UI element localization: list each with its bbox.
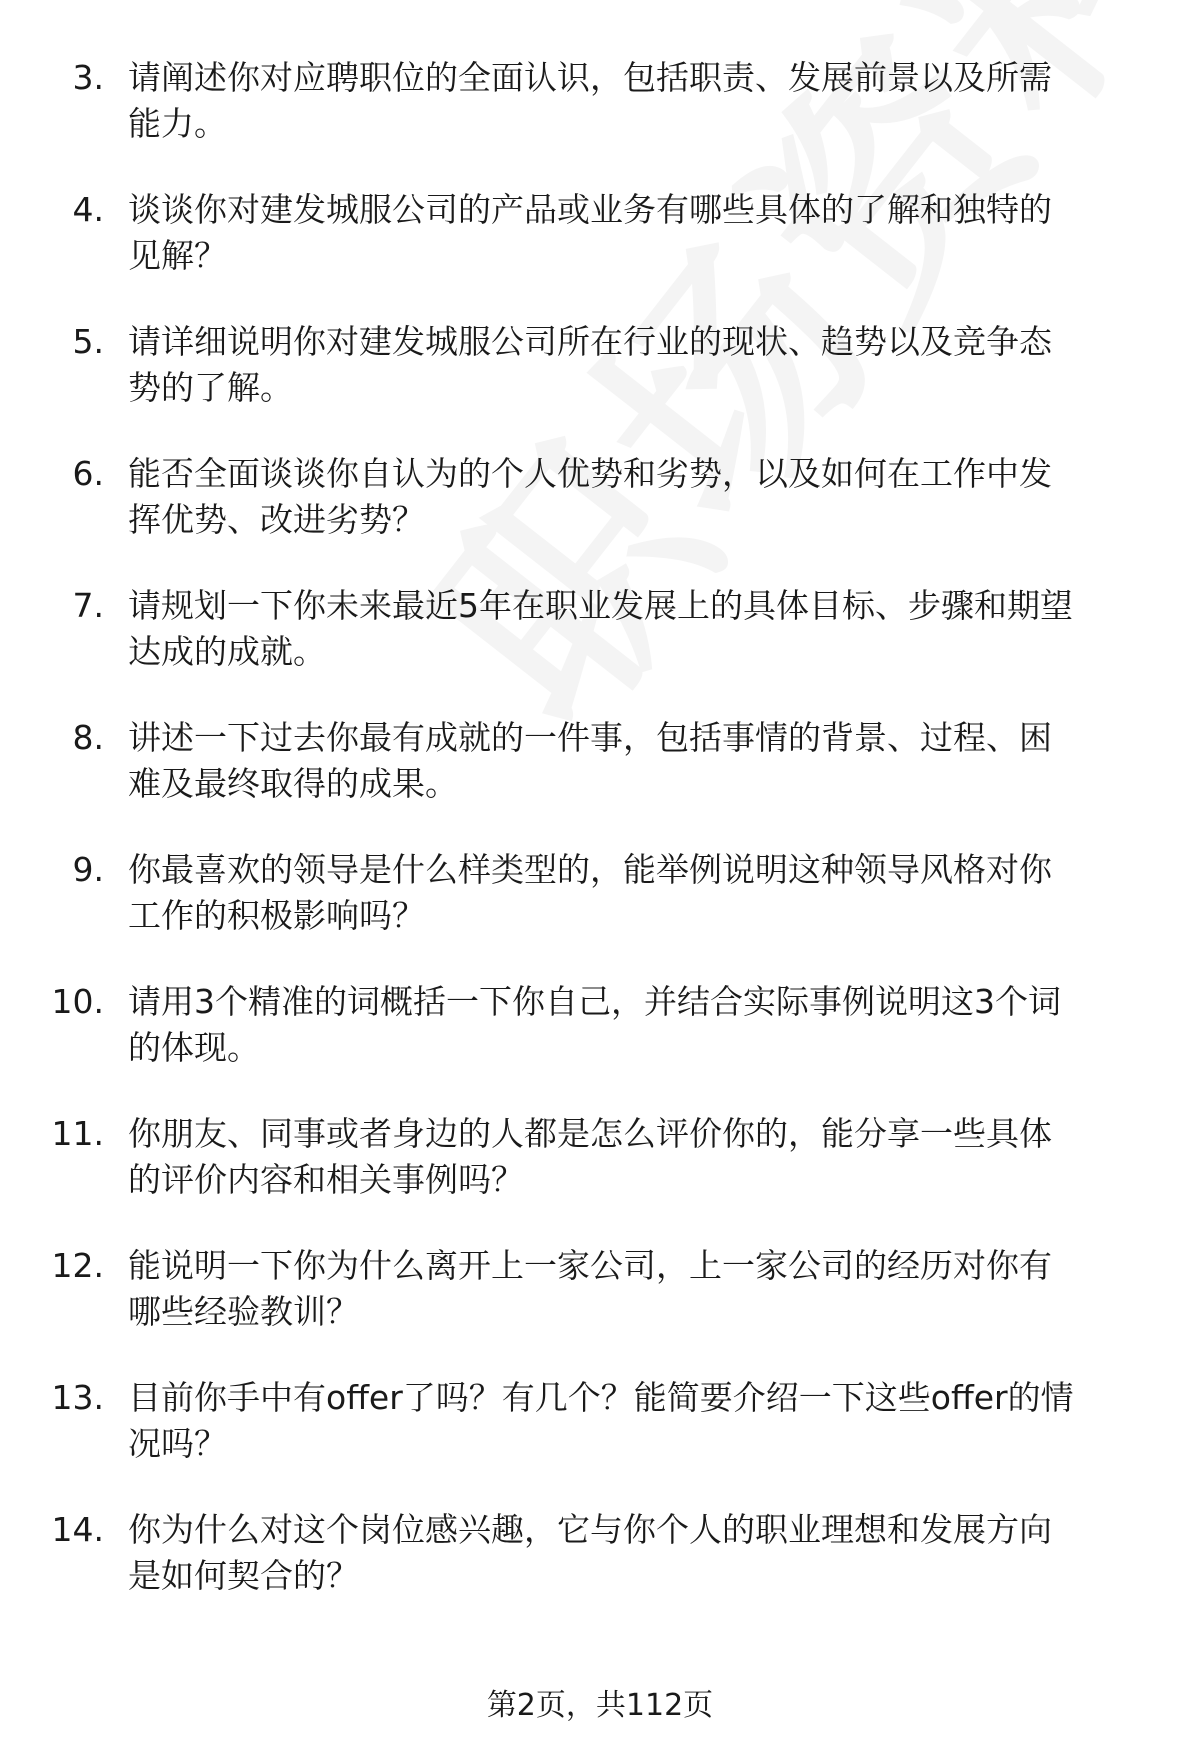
question-number: 13. — [51, 1378, 104, 1417]
question-item — [0, 1507, 1200, 1639]
question-line: 能否全面谈谈你自认为的个人优势和劣势，以及如何在工作中发 — [128, 454, 1052, 493]
question-line: 难及最终取得的成果。 — [128, 764, 458, 803]
question-line: 见解？ — [128, 236, 227, 275]
question-number: 3. — [72, 58, 104, 97]
question-line: 讲述一下过去你最有成就的一件事，包括事情的背景、过程、困 — [128, 718, 1052, 757]
question-text — [128, 1375, 1168, 1467]
question-line: 请阐述你对应聘职位的全面认识，包括职责、发展前景以及所需 — [128, 58, 1052, 97]
question-number: 9. — [72, 850, 104, 889]
question-line: 请详细说明你对建发城服公司所在行业的现状、趋势以及竞争态 — [128, 322, 1052, 361]
question-text — [128, 1111, 1168, 1203]
page-footer — [0, 1686, 1200, 1726]
question-text — [128, 451, 1168, 543]
question-number: 8. — [72, 718, 104, 757]
question-number: 11. — [51, 1114, 104, 1153]
question-number: 4. — [72, 190, 104, 229]
question-line: 能说明一下你为什么离开上一家公司，上一家公司的经历对你有 — [128, 1246, 1052, 1285]
question-line: 工作的积极影响吗？ — [128, 896, 425, 935]
question-line: 能力。 — [128, 104, 227, 143]
question-number: 14. — [51, 1510, 104, 1549]
question-line: 是如何契合的？ — [128, 1556, 359, 1595]
question-text — [128, 1243, 1168, 1335]
page-number-label: 第2页，共112页 — [486, 1688, 714, 1723]
question-list — [0, 55, 1200, 1639]
question-line: 达成的成就。 — [128, 632, 326, 671]
question-line: 的体现。 — [128, 1028, 260, 1067]
question-text — [128, 979, 1168, 1071]
question-line: 挥优势、改进劣势？ — [128, 500, 425, 539]
question-item — [0, 1111, 1200, 1243]
question-line: 请用3个精准的词概括一下你自己，并结合实际事例说明这3个词 — [128, 982, 1061, 1021]
question-item — [0, 847, 1200, 979]
question-line: 你最喜欢的领导是什么样类型的，能举例说明这种领导风格对你 — [128, 850, 1052, 889]
question-number: 6. — [72, 454, 104, 493]
question-number: 5. — [72, 322, 104, 361]
question-item — [0, 451, 1200, 583]
question-line: 你为什么对这个岗位感兴趣，它与你个人的职业理想和发展方向 — [128, 1510, 1052, 1549]
question-line: 你朋友、同事或者身边的人都是怎么评价你的，能分享一些具体 — [128, 1114, 1052, 1153]
question-item — [0, 55, 1200, 187]
question-number: 12. — [51, 1246, 104, 1285]
question-text — [128, 715, 1168, 807]
question-line: 的评价内容和相关事例吗？ — [128, 1160, 524, 1199]
question-line: 目前你手中有offer了吗？有几个？能简要介绍一下这些offer的情 — [128, 1378, 1074, 1417]
question-line: 势的了解。 — [128, 368, 293, 407]
question-text — [128, 319, 1168, 411]
question-item — [0, 319, 1200, 451]
question-line: 哪些经验教训？ — [128, 1292, 359, 1331]
question-item — [0, 715, 1200, 847]
question-item — [0, 1375, 1200, 1507]
question-number: 10. — [51, 982, 104, 1021]
question-item — [0, 1243, 1200, 1375]
question-item — [0, 979, 1200, 1111]
question-item — [0, 583, 1200, 715]
question-text — [128, 583, 1168, 675]
question-text — [128, 187, 1168, 279]
question-line: 谈谈你对建发城服公司的产品或业务有哪些具体的了解和独特的 — [128, 190, 1052, 229]
question-line: 请规划一下你未来最近5年在职业发展上的具体目标、步骤和期望 — [128, 586, 1073, 625]
question-line: 况吗？ — [128, 1424, 227, 1463]
question-item — [0, 187, 1200, 319]
question-text — [128, 1507, 1168, 1599]
question-text — [128, 55, 1168, 147]
question-number: 7. — [72, 586, 104, 625]
question-text — [128, 847, 1168, 939]
